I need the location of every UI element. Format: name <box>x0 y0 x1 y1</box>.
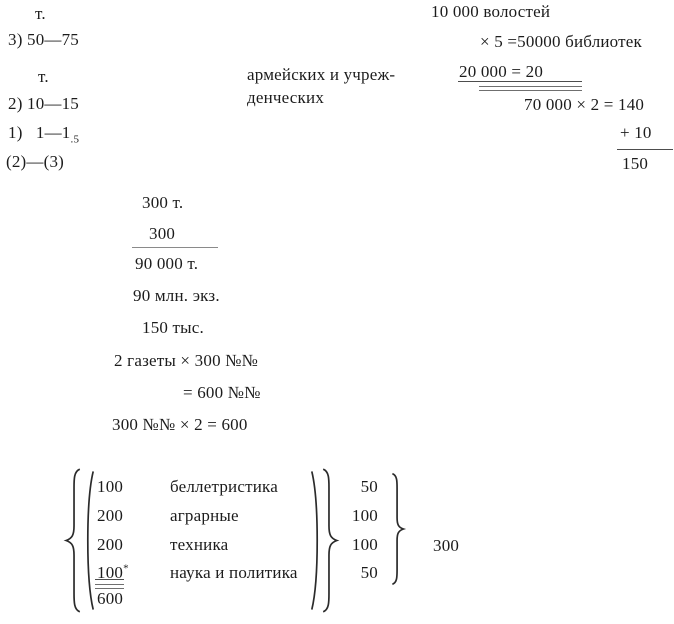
list-item-2: 2) 10—15 <box>8 94 80 113</box>
mid-150tys: 150 тыс. <box>142 318 204 337</box>
table-row-label: аграрные <box>170 506 239 525</box>
unit-label-t-a: т. <box>35 4 46 23</box>
list-item-3: 3) 50—75 <box>8 30 80 49</box>
eq-600-line: = 600 №№ <box>183 383 261 402</box>
eq-70000-line: 70 000 × 2 = 140 <box>524 95 645 114</box>
sum-rule-150 <box>617 149 673 150</box>
subtotal-right-curly-brace <box>389 472 406 586</box>
table-row-label: техника <box>170 535 229 554</box>
center-note-line1: армейских и учреж- <box>247 65 396 84</box>
list-item-1-main: 1) 1—1 <box>8 123 71 142</box>
plus-10-line: + 10 <box>620 123 652 142</box>
mid-300: 300 <box>149 224 176 243</box>
mid-90000t: 90 000 т. <box>135 254 199 273</box>
table-row-qty: 200 <box>97 535 124 554</box>
table-row-qty: 200 <box>97 506 124 525</box>
table-total-right: 300 <box>433 536 460 555</box>
qty-value: 100 <box>97 563 124 582</box>
table-total-left: 600 <box>97 589 124 608</box>
underline-rule-20000 <box>458 81 582 82</box>
table-row-right: 100 <box>351 535 378 554</box>
center-note-line2: денческих <box>247 88 325 107</box>
rule-under-300 <box>132 247 218 248</box>
libraries-line: × 5 =50000 библиотек <box>480 32 642 51</box>
list-item-1 <box>8 123 80 146</box>
underline-rule-100 <box>95 579 124 580</box>
table-row-right: 50 <box>360 563 378 582</box>
gazety-line: 2 газеты × 300 №№ <box>114 351 259 370</box>
double-rule-20000 <box>479 86 582 91</box>
table-row-qty: 100 <box>97 477 124 496</box>
outer-left-curly-brace <box>63 467 84 614</box>
total-150: 150 <box>622 154 649 173</box>
eq-600b-line: 300 №№ × 2 = 600 <box>112 415 248 434</box>
table-row-label: наука и политика <box>170 563 298 582</box>
eq-20000-line: 20 000 = 20 <box>459 62 544 81</box>
footnote-asterisk: * <box>123 562 129 575</box>
volosts-line: 10 000 волостей <box>431 2 551 21</box>
inner-left-paren <box>83 470 95 611</box>
table-row-right: 100 <box>351 506 378 525</box>
outer-right-curly-brace <box>319 467 340 614</box>
mid-300t: 300 т. <box>142 193 184 212</box>
table-row-right: 50 <box>360 477 378 496</box>
table-row-label: беллетристика <box>170 477 278 496</box>
list-item-0: (2)—(3) <box>6 152 65 171</box>
unit-label-t-b: т. <box>38 67 49 86</box>
mid-90mln: 90 млн. экз. <box>133 286 220 305</box>
list-item-1-subscript: .5 <box>70 133 80 146</box>
